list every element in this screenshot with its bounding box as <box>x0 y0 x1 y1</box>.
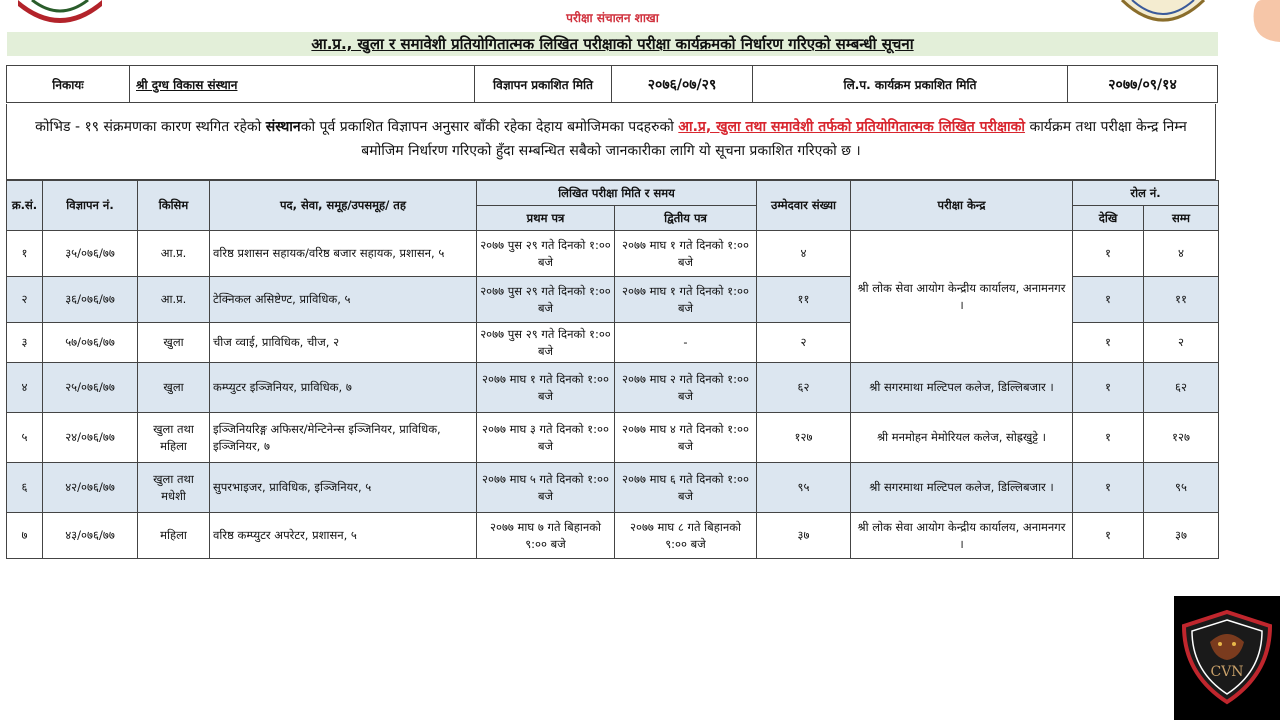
col-paper2: द्वितीय पत्र <box>615 206 757 231</box>
cell-adv: २५/०७६/७७ <box>43 363 138 413</box>
notice-text-3: कार्यक्रम तथा परीक्षा केन्द्र निम्न बमोजिम निर्धारण गरिएको हुँदा सम्बन्धित सबैको जानकारीका लागि यो सूचना प्रकाशित गरिएको छ । <box>361 119 1187 159</box>
table-row <box>7 363 1219 413</box>
col-paper1: प्रथम पत्र <box>477 206 615 231</box>
cell-center: श्री मनमोहन मेमोरियल कलेज, सोह्रखुट्टे । <box>851 413 1073 463</box>
cell-sn: ७ <box>7 513 43 559</box>
cell-post: चीज व्वाई, प्राविधिक, चीज, २ <box>210 323 477 363</box>
cell-paper2: २०७७ माघ ८ गते बिहानको ९:०० बजे <box>615 513 757 559</box>
table-row <box>7 463 1219 513</box>
cell-post: वरिष्ठ कम्प्युटर अपरेटर, प्रशासन, ५ <box>210 513 477 559</box>
cell-roll-to: २ <box>1144 323 1219 363</box>
col-post: पद, सेवा, समूह/उपसमूह/ तह <box>210 181 477 231</box>
cell-roll-from: १ <box>1073 277 1144 323</box>
cell-sn: ४ <box>7 363 43 413</box>
cell-candidates: ३७ <box>757 513 851 559</box>
cell-paper1: २०७७ माघ ७ गते बिहानको ९:०० बजे <box>477 513 615 559</box>
cell-roll-to: ९५ <box>1144 463 1219 513</box>
corner-decoration <box>1240 0 1280 42</box>
cell-type: खुला <box>138 323 210 363</box>
col-candidates: उम्मेदवार संख्या <box>757 181 851 231</box>
cell-candidates: २ <box>757 323 851 363</box>
col-roll-from: देखि <box>1073 206 1144 231</box>
cell-roll-from: १ <box>1073 231 1144 277</box>
org-value: श्री दुग्ध विकास संस्थान <box>130 66 475 103</box>
col-adv-no: विज्ञापन नं. <box>43 181 138 231</box>
cell-paper2: २०७७ माघ १ गते दिनको १:०० बजे <box>615 231 757 277</box>
cell-paper2: २०७७ माघ १ गते दिनको १:०० बजे <box>615 277 757 323</box>
cell-paper1: २०७७ माघ १ गते दिनको १:०० बजे <box>477 363 615 413</box>
cell-center-merged: श्री लोक सेवा आयोग केन्द्रीय कार्यालय, अनामनगर । <box>851 231 1073 363</box>
cell-adv: ४२/०७६/७७ <box>43 463 138 513</box>
cell-adv: २४/०७६/७७ <box>43 413 138 463</box>
cell-roll-to: ४ <box>1144 231 1219 277</box>
cell-candidates: ९५ <box>757 463 851 513</box>
cell-type: आ.प्र. <box>138 231 210 277</box>
notice-text-2: को पूर्व प्रकाशित विज्ञापन अनुसार बाँकी रहेका देहाय बमोजिमका पदहरुको <box>300 119 679 135</box>
cell-paper2: - <box>615 323 757 363</box>
col-type: किसिम <box>138 181 210 231</box>
cell-sn: ६ <box>7 463 43 513</box>
cell-roll-from: १ <box>1073 413 1144 463</box>
cell-center: श्री लोक सेवा आयोग केन्द्रीय कार्यालय, अनामनगर । <box>851 513 1073 559</box>
table-row <box>7 231 1219 277</box>
cell-paper1: २०७७ माघ ५ गते दिनको १:०० बजे <box>477 463 615 513</box>
branch-name: परीक्षा संचालन शाखा <box>566 11 659 25</box>
col-sn: क्र.सं. <box>7 181 43 231</box>
cell-post: टेक्निकल असिष्टेण्ट, प्राविधिक, ५ <box>210 277 477 323</box>
cell-post: वरिष्ठ प्रशासन सहायक/वरिष्ठ बजार सहायक, प्रशासन, ५ <box>210 231 477 277</box>
cell-sn: ३ <box>7 323 43 363</box>
notice-bold: संस्थान <box>265 119 301 135</box>
col-center: परीक्षा केन्द्र <box>851 181 1073 231</box>
notice-text-1: कोभिड - १९ संक्रमणका कारण स्थगित रहेको <box>35 119 266 135</box>
prog-date-label: लि.प. कार्यक्रम प्रकाशित मिति <box>753 66 1068 103</box>
cell-paper2: २०७७ माघ ४ गते दिनको १:०० बजे <box>615 413 757 463</box>
watermark-text: CVN <box>1210 664 1244 680</box>
cell-paper1: २०७७ माघ ३ गते दिनको १:०० बजे <box>477 413 615 463</box>
col-exam-datetime: लिखित परीक्षा मिति र समय <box>477 181 757 206</box>
adv-date-label: विज्ञापन प्रकाशित मिति <box>475 66 612 103</box>
cell-adv: ४३/०७६/७७ <box>43 513 138 559</box>
cell-paper2: २०७७ माघ ६ गते दिनको १:०० बजे <box>615 463 757 513</box>
cell-candidates: ६२ <box>757 363 851 413</box>
cell-roll-from: १ <box>1073 463 1144 513</box>
cell-type: आ.प्र. <box>138 277 210 323</box>
cell-roll-to: ११ <box>1144 277 1219 323</box>
cell-type: खुला तथा महिला <box>138 413 210 463</box>
cell-paper1: २०७७ पुस २९ गते दिनको १:०० बजे <box>477 231 615 277</box>
cell-adv: ३६/०७६/७७ <box>43 277 138 323</box>
cell-sn: २ <box>7 277 43 323</box>
prog-date-value: २०७७/०९/१४ <box>1068 66 1218 103</box>
cvn-watermark-logo <box>1174 596 1280 720</box>
cell-sn: ५ <box>7 413 43 463</box>
cell-center: श्री सगरमाथा मल्टिपल कलेज, डिल्लिबजार । <box>851 363 1073 413</box>
cell-type: खुला <box>138 363 210 413</box>
cell-type: खुला तथा मधेशी <box>138 463 210 513</box>
header-info-table <box>6 65 1218 103</box>
cell-candidates: १२७ <box>757 413 851 463</box>
exam-schedule-table <box>6 180 1219 559</box>
notice-title: आ.प्र., खुला र समावेशी प्रतियोगितात्मक लिखित परीक्षाको परीक्षा कार्यक्रमको निर्धारण गरिएको सम्बन्धी सूचना <box>7 32 1218 56</box>
table-row <box>7 413 1219 463</box>
cell-paper1: २०७७ पुस २९ गते दिनको १:०० बजे <box>477 277 615 323</box>
cell-adv: ५७/०७६/७७ <box>43 323 138 363</box>
notice-paragraph <box>6 104 1216 180</box>
cell-paper2: २०७७ माघ २ गते दिनको १:०० बजे <box>615 363 757 413</box>
cell-roll-to: ३७ <box>1144 513 1219 559</box>
adv-date-value: २०७६/०७/२९ <box>612 66 753 103</box>
shield-icon <box>1174 596 1280 720</box>
cell-center: श्री सगरमाथा मल्टिपल कलेज, डिल्लिबजार । <box>851 463 1073 513</box>
cell-roll-from: १ <box>1073 513 1144 559</box>
cell-paper1: २०७७ पुस २९ गते दिनको १:०० बजे <box>477 323 615 363</box>
cell-adv: ३५/०७६/७७ <box>43 231 138 277</box>
org-label: निकायः <box>7 66 130 103</box>
cell-sn: १ <box>7 231 43 277</box>
notice-highlight: आ.प्र, खुला तथा समावेशी तर्फको प्रतियोगितात्मक लिखित परीक्षाको <box>678 119 1026 135</box>
cell-post: सुपरभाइजर, प्राविधिक, इञ्जिनियर, ५ <box>210 463 477 513</box>
cell-roll-to: ६२ <box>1144 363 1219 413</box>
col-roll-to: सम्म <box>1144 206 1219 231</box>
table-row <box>7 513 1219 559</box>
cell-roll-from: १ <box>1073 323 1144 363</box>
cell-post: कम्प्युटर इञ्जिनियर, प्राविधिक, ७ <box>210 363 477 413</box>
cell-roll-to: १२७ <box>1144 413 1219 463</box>
col-roll: रोल नं. <box>1073 181 1219 206</box>
cell-candidates: ११ <box>757 277 851 323</box>
cell-roll-from: १ <box>1073 363 1144 413</box>
cell-candidates: ४ <box>757 231 851 277</box>
cell-type: महिला <box>138 513 210 559</box>
cell-post: इञ्जिनियरिङ्ग अफिसर/मेन्टिनेन्स इञ्जिनियर, प्राविधिक, इञ्जिनियर, ७ <box>210 413 477 463</box>
